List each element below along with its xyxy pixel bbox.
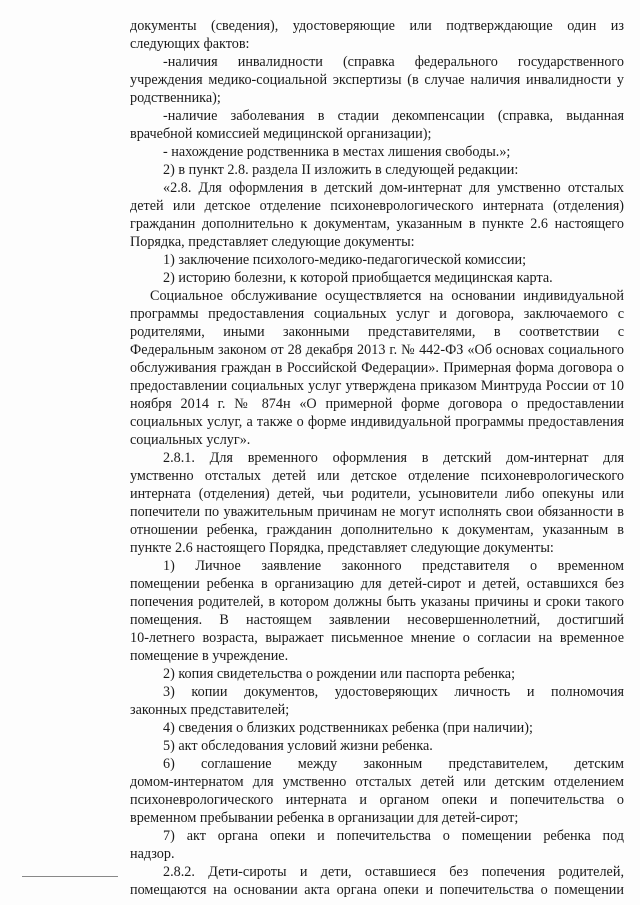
text-line: 6) соглашение между законным представителем, детским — [163, 756, 624, 772]
text-line: 1) заключение психолого-медико-педагогической комиссии; — [163, 252, 527, 268]
text-line: -наличие заболевания в стадии декомпенсации (справка, выданная — [163, 108, 624, 124]
text-line: 7) акт органа опеки и попечительства о помещении ребенка под — [163, 828, 624, 844]
text-line: 2.8.2. Дети-сироты и дети, оставшиеся без попечения родителей, — [163, 864, 624, 880]
text-line: законных представителей; — [130, 702, 290, 718]
text-line: следующих фактов: — [130, 36, 250, 52]
text-line: социальных услуг, а также о форме индивидуальной программы предоставления — [130, 414, 624, 430]
text-line: 2) историю болезни, к которой приобщается медицинская карта. — [163, 270, 553, 286]
text-line: - нахождение родственника в местах лишения свободы.»; — [163, 144, 511, 160]
text-line: помещения. В настоящем заявлении несовершеннолетний, достигший — [130, 612, 624, 628]
text-line: предоставлении социальных услуг утверждена приказом Минтруда России от 10 — [130, 378, 624, 394]
text-line: попечители по уважительным причинам не могут исполнять свои обязанности в — [130, 504, 624, 520]
text-line: детей или детское отделение психоневрологического интерната (отделения) — [130, 198, 624, 214]
text-line: документы (сведения), удостоверяющие или подтверждающие один из — [130, 18, 624, 34]
text-line: 2) в пункт 2.8. раздела II изложить в следующей редакции: — [163, 162, 519, 178]
text-line: временном пребывании ребенка в организации для детей-сирот; — [130, 810, 519, 826]
text-line: 2) копия свидетельства о рождении или паспорта ребенка; — [163, 666, 516, 682]
text-line: 10-летнего возраста, выражает письменное мнение о согласии на временное — [130, 630, 624, 646]
text-line: психоневрологического интерната и органом опеки и попечительства о — [130, 792, 624, 808]
text-line: пункте 2.6 настоящего Порядка, представляет следующие документы: — [130, 540, 554, 556]
text-line: домом-интернатом для умственно отсталых детей или детским отделением — [130, 774, 624, 790]
text-line: обслуживания граждан в Российской Федерации». Примерная форма договора о — [130, 360, 624, 376]
text-line: помещаются на основании акта органа опеки и попечительства о помещении — [130, 882, 624, 898]
text-line: 2.8.1. Для временного оформления в детский дом-интернат для — [163, 450, 624, 466]
text-line: Федеральным законом от 28 декабря 2013 г. № 442-ФЗ «Об основах социального — [130, 342, 624, 358]
text-line: отношении ребенка, гражданин дополнительно к документам, указанным в — [130, 522, 624, 538]
text-line: «2.8. Для оформления в детский дом-интернат для умственно отсталых — [163, 180, 624, 196]
text-line: попечения родителей, в котором должны быть указаны причины и сроки такого — [130, 594, 624, 610]
text-line: врачебной комиссией медицинской организации); — [130, 126, 432, 142]
text-line: родителями, иными законными представителями, в соответствии с — [130, 324, 624, 340]
text-line: Порядка, представляет следующие документы: — [130, 234, 415, 250]
text-line: -наличия инвалидности (справка федерального государственного — [163, 54, 624, 70]
text-line: 4) сведения о близких родственниках ребенка (при наличии); — [163, 720, 533, 736]
footer-divider — [22, 876, 118, 877]
text-line: гражданин дополнительно к документам, указанным в пункте 2.6 настоящего — [130, 216, 624, 232]
text-line: учреждения медико-социальной экспертизы (в случае наличия инвалидности у — [130, 72, 624, 88]
text-line: родственника); — [130, 90, 221, 106]
text-line: 1) Личное заявление законного представителя о временном — [163, 558, 624, 574]
text-line: интерната (отделения) детей, чьи родители, усыновители либо опекуны или — [130, 486, 624, 502]
text-line: 5) акт обследования условий жизни ребенка. — [163, 738, 433, 754]
text-line: программы предоставления социальных услуг и договора, заключаемого с — [130, 306, 624, 322]
text-line: социальных услуг». — [130, 432, 251, 448]
text-line: умственно отсталых детей или детское отделение психоневрологического — [130, 468, 624, 484]
text-line: надзор. — [130, 846, 175, 862]
text-line: помещение в учреждение. — [130, 648, 289, 664]
text-line: 3) копии документов, удостоверяющих личность и полномочия — [163, 684, 624, 700]
text-line: Социальное обслуживание осуществляется на основании индивидуальной — [150, 288, 624, 304]
text-line: помещении ребенка в организацию для детей-сирот и детей, оставшихся без — [130, 576, 624, 592]
text-line: ноября 2014 г. № 874н «О примерной форме договора о предоставлении — [130, 396, 624, 412]
